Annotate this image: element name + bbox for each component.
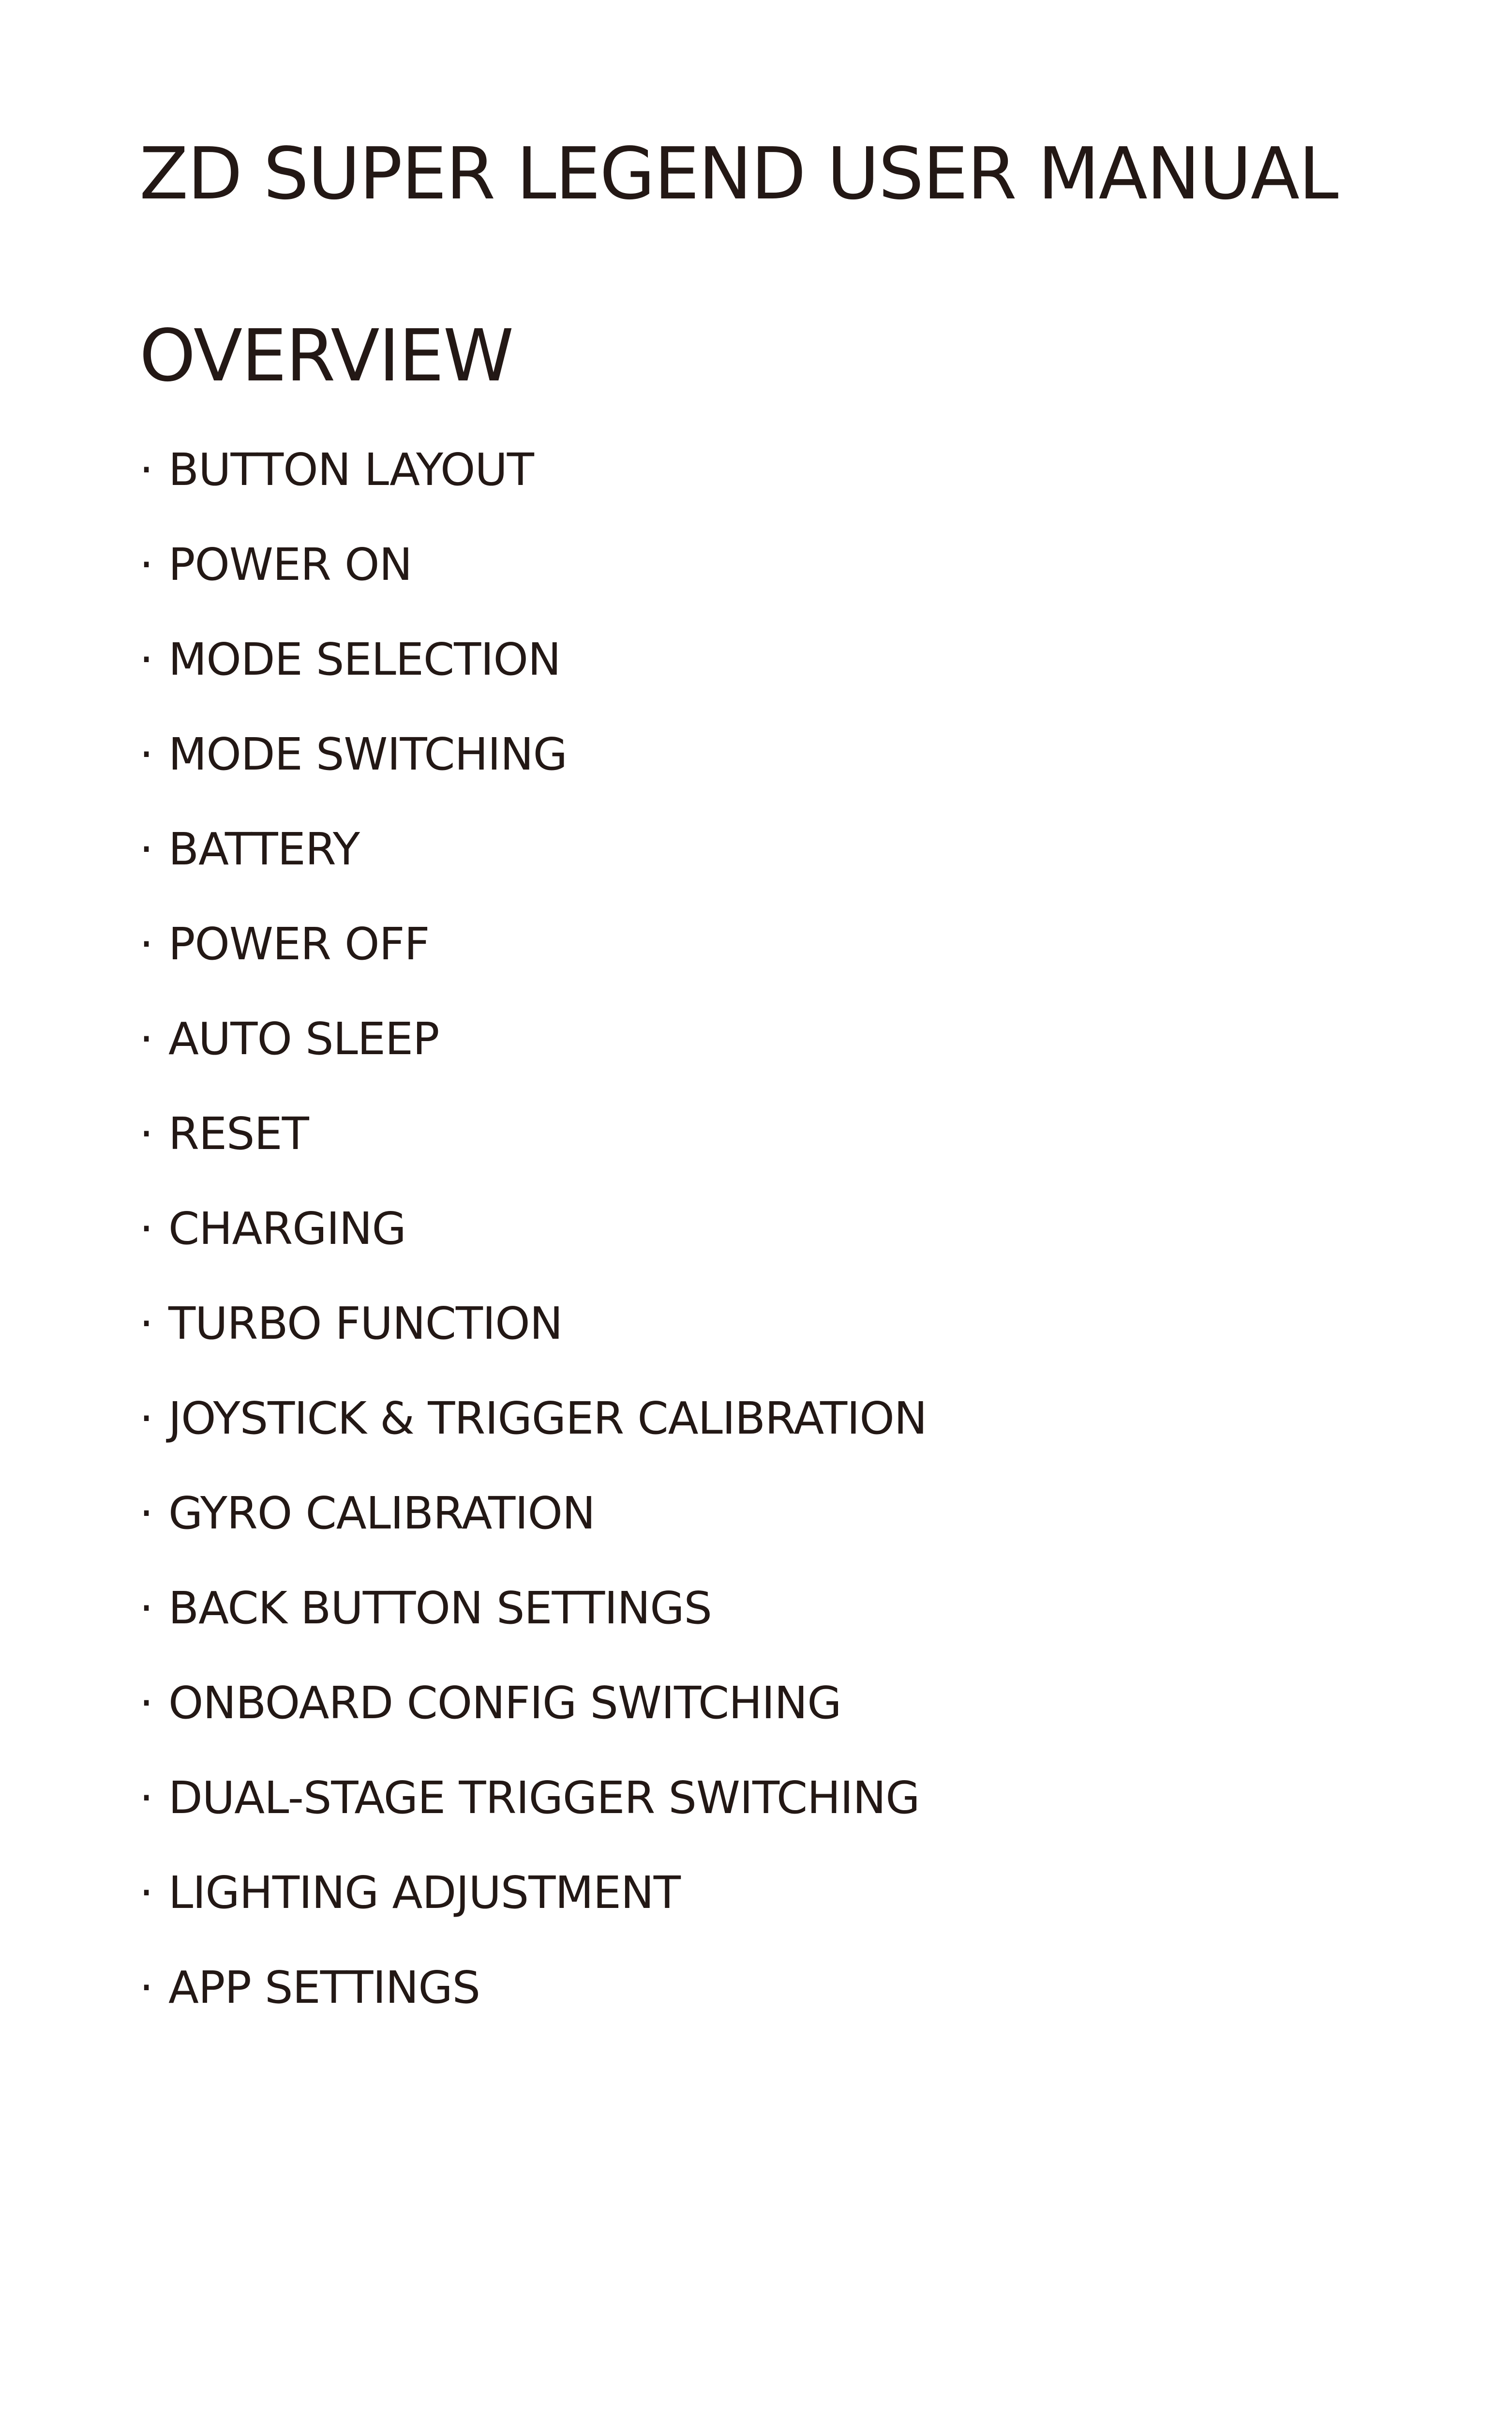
bullet-icon: · bbox=[139, 1487, 153, 1539]
overview-list-item bbox=[139, 1014, 927, 1109]
overview-list-item bbox=[139, 1109, 927, 1204]
overview-list-item bbox=[139, 825, 927, 920]
overview-item-label: BACK BUTTON SETTINGS bbox=[168, 1582, 712, 1634]
bullet-icon: · bbox=[139, 539, 153, 590]
overview-item-label: CHARGING bbox=[168, 1203, 406, 1255]
bullet-icon: · bbox=[139, 1677, 153, 1729]
overview-list-item bbox=[139, 1773, 927, 1868]
overview-item-label: POWER OFF bbox=[168, 918, 430, 970]
overview-item-label: POWER ON bbox=[168, 539, 412, 590]
bullet-icon: · bbox=[139, 1108, 153, 1160]
overview-list-item bbox=[139, 1299, 927, 1394]
overview-item-label: APP SETTINGS bbox=[168, 1962, 480, 2013]
bullet-icon: · bbox=[139, 1962, 153, 2013]
bullet-icon: · bbox=[139, 918, 153, 970]
overview-item-label: DUAL-STAGE TRIGGER SWITCHING bbox=[168, 1772, 920, 1824]
overview-item-label: MODE SWITCHING bbox=[168, 728, 567, 780]
overview-item-label: BUTTON LAYOUT bbox=[168, 444, 534, 496]
bullet-icon: · bbox=[139, 1203, 153, 1255]
overview-list-item bbox=[139, 730, 927, 825]
bullet-icon: · bbox=[139, 444, 153, 496]
bullet-icon: · bbox=[139, 823, 153, 875]
overview-list-item bbox=[139, 1679, 927, 1773]
overview-item-label: BATTERY bbox=[168, 823, 360, 875]
bullet-icon: · bbox=[139, 1392, 153, 1444]
bullet-icon: · bbox=[139, 1013, 153, 1065]
overview-list-item bbox=[139, 540, 927, 635]
document-title: ZD SUPER LEGEND USER MANUAL bbox=[139, 132, 1338, 215]
overview-item-label: ONBOARD CONFIG SWITCHING bbox=[168, 1677, 841, 1729]
overview-list-item bbox=[139, 445, 927, 540]
overview-list-item bbox=[139, 1394, 927, 1489]
overview-list-item bbox=[139, 1584, 927, 1679]
bullet-icon: · bbox=[139, 1582, 153, 1634]
overview-item-label: RESET bbox=[168, 1108, 309, 1160]
bullet-icon: · bbox=[139, 728, 153, 780]
bullet-icon: · bbox=[139, 1298, 153, 1349]
overview-list-item bbox=[139, 1204, 927, 1299]
overview-item-label: JOYSTICK & TRIGGER CALIBRATION bbox=[168, 1392, 927, 1444]
overview-list-item bbox=[139, 920, 927, 1014]
bullet-icon: · bbox=[139, 1867, 153, 1919]
overview-item-label: MODE SELECTION bbox=[168, 634, 561, 685]
overview-list-item bbox=[139, 1489, 927, 1584]
overview-list-item bbox=[139, 1963, 927, 2058]
overview-item-label: TURBO FUNCTION bbox=[168, 1298, 563, 1349]
section-heading: OVERVIEW bbox=[139, 314, 513, 397]
overview-item-label: LIGHTING ADJUSTMENT bbox=[168, 1867, 680, 1919]
overview-list bbox=[139, 445, 927, 2058]
overview-item-label: GYRO CALIBRATION bbox=[168, 1487, 595, 1539]
bullet-icon: · bbox=[139, 1772, 153, 1824]
overview-list-item bbox=[139, 635, 927, 730]
overview-list-item bbox=[139, 1868, 927, 1963]
bullet-icon: · bbox=[139, 634, 153, 685]
overview-item-label: AUTO SLEEP bbox=[168, 1013, 439, 1065]
